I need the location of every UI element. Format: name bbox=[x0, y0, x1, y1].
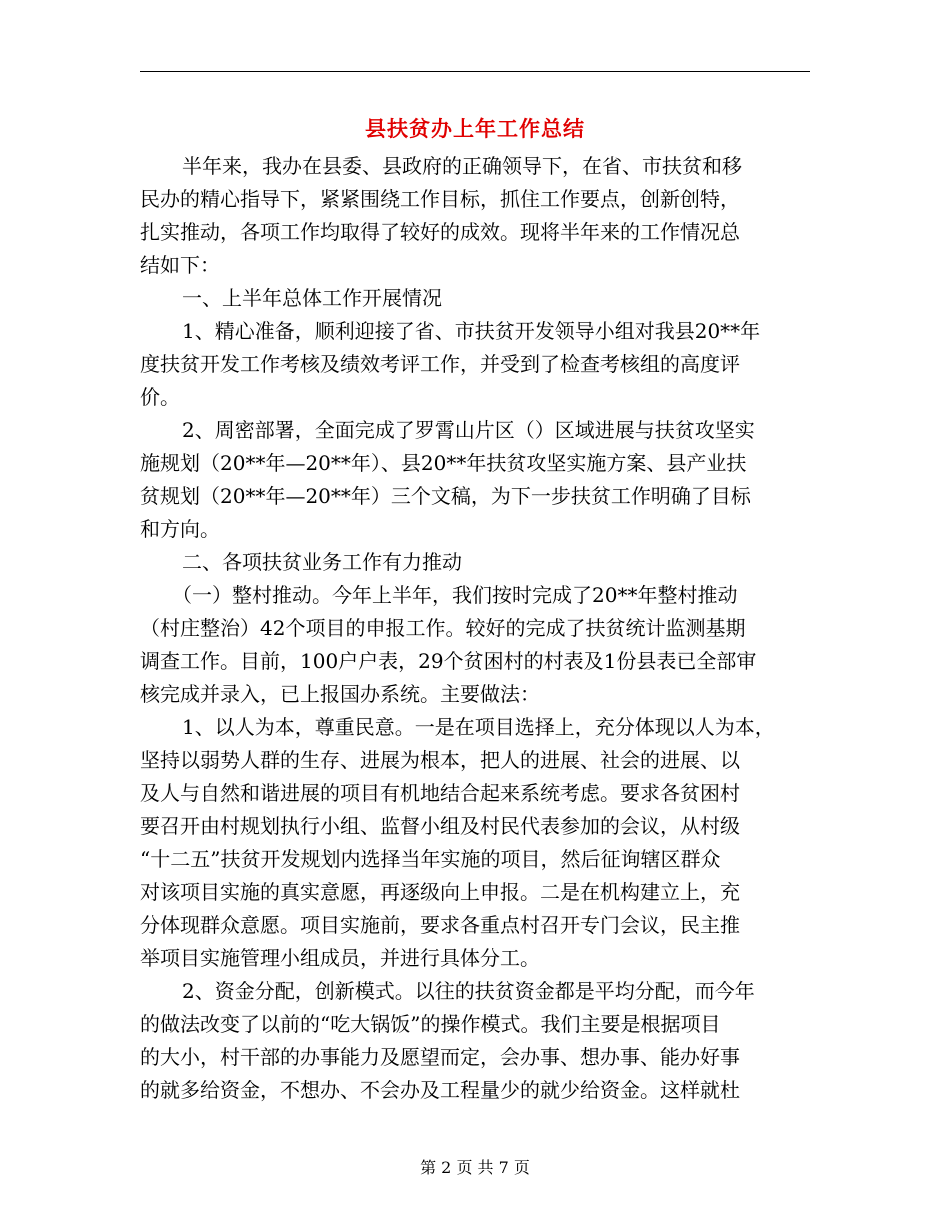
paragraph-line: （一）整村推动。今年上半年，我们按时完成了20**年整村推动 bbox=[172, 583, 738, 607]
paragraph-line: 分体现群众意愿。项目实施前，要求各重点村召开专门会议，民主推 bbox=[140, 913, 740, 937]
paragraph-line: 2、周密部署，全面完成了罗霄山片区（）区域进展与扶贫攻坚实 bbox=[182, 418, 755, 442]
section-heading: 一、上半年总体工作开展情况 bbox=[182, 286, 442, 310]
header-rule bbox=[140, 71, 810, 72]
page-number: 第 2 页 共 7 页 bbox=[420, 1158, 530, 1177]
section-heading: 二、各项扶贫业务工作有力推动 bbox=[182, 550, 462, 574]
paragraph-line: 扎实推动，各项工作均取得了较好的成效。现将半年来的工作情况总 bbox=[140, 220, 740, 244]
paragraph-line: （村庄整治）42个项目的申报工作。较好的完成了扶贫统计监测基期 bbox=[140, 616, 746, 640]
paragraph-line: 半年来，我办在县委、县政府的正确领导下，在省、市扶贫和移 bbox=[182, 154, 742, 178]
document-title: 县扶贫办上年工作总结 bbox=[365, 117, 585, 141]
paragraph-line: 的就多给资金，不想办、不会办及工程量少的就少给资金。这样就杜 bbox=[140, 1078, 740, 1102]
paragraph-line: 坚持以弱势人群的生存、进展为根本，把人的进展、社会的进展、以 bbox=[140, 748, 740, 772]
paragraph-line: 的做法改变了以前的“吃大锅饭”的操作模式。我们主要是根据项目 bbox=[140, 1012, 721, 1036]
paragraph-line: 和方向。 bbox=[140, 517, 220, 541]
paragraph-line: 2、资金分配，创新模式。以往的扶贫资金都是平均分配，而今年 bbox=[182, 979, 755, 1003]
paragraph-line: 核完成并录入，已上报国办系统。主要做法： bbox=[140, 682, 540, 706]
paragraph-line: 贫规划（20**年—20**年）三个文稿，为下一步扶贫工作明确了目标 bbox=[140, 484, 751, 508]
paragraph-line: 度扶贫开发工作考核及绩效考评工作，并受到了检查考核组的高度评 bbox=[140, 352, 740, 376]
paragraph-line: 1、精心准备，顺利迎接了省、市扶贫开发领导小组对我县20**年 bbox=[182, 319, 761, 343]
paragraph-line: 及人与自然和谐进展的项目有机地结合起来系统考虑。要求各贫困村 bbox=[140, 781, 740, 805]
paragraph-line: 要召开由村规划执行小组、监督小组及村民代表参加的会议，从村级 bbox=[140, 814, 740, 838]
paragraph-line: 的大小，村干部的办事能力及愿望而定，会办事、想办事、能办好事 bbox=[140, 1045, 740, 1069]
paragraph-line: 对该项目实施的真实意愿，再逐级向上申报。二是在机构建立上，充 bbox=[140, 880, 740, 904]
paragraph-line: 举项目实施管理小组成员，并进行具体分工。 bbox=[140, 946, 540, 970]
paragraph-line: “十二五”扶贫开发规划内选择当年实施的项目，然后征询辖区群众 bbox=[140, 847, 721, 871]
paragraph-line: 价。 bbox=[140, 385, 180, 409]
paragraph-line: 调查工作。目前，100户户表，29个贫困村的村表及1份县表已全部审 bbox=[140, 649, 757, 673]
paragraph-line: 施规划（20**年—20**年）、县20**年扶贫攻坚实施方案、县产业扶 bbox=[140, 451, 747, 475]
paragraph-line: 民办的精心指导下，紧紧围绕工作目标，抓住工作要点，创新创特， bbox=[140, 187, 740, 211]
paragraph-line: 结如下： bbox=[140, 253, 220, 277]
paragraph-line: 1、以人为本，尊重民意。一是在项目选择上，充分体现以人为本， bbox=[182, 715, 775, 739]
